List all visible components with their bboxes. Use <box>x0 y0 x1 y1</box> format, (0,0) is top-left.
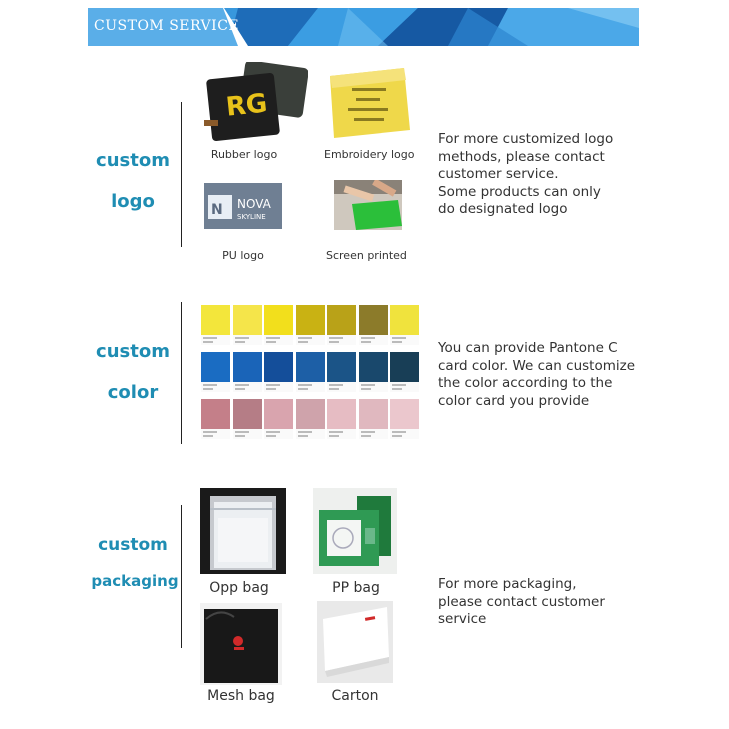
color-swatch-label <box>327 429 356 439</box>
logo-description: For more customized logo methods, please contact customer service. Some products can only do designated logo <box>438 131 614 217</box>
color-swatch-label <box>359 382 388 392</box>
color-swatch-label <box>201 335 230 345</box>
screen-printing-photo <box>334 180 402 230</box>
color-swatch-label <box>327 382 356 392</box>
color-swatch-label <box>296 429 325 439</box>
color-swatch <box>390 399 419 429</box>
color-swatch <box>264 399 293 429</box>
color-swatch-label <box>201 429 230 439</box>
packaging-divider <box>181 505 182 648</box>
color-swatch-label <box>327 335 356 345</box>
mesh-bag-photo <box>200 603 282 685</box>
color-swatch <box>359 305 388 335</box>
pu-logo-text-1: NOVA <box>237 197 271 211</box>
rubber-logo-text: RG <box>224 88 269 123</box>
pp-bag-photo <box>313 488 397 574</box>
color-swatch-label <box>359 429 388 439</box>
pu-logo-caption: PU logo <box>222 249 264 262</box>
color-swatch-label <box>390 382 419 392</box>
embroidery-logo-photo <box>324 66 412 142</box>
color-description: You can provide Pantone C card color. We can customize the color according to the color card you provide <box>438 340 636 409</box>
color-swatch <box>201 399 230 429</box>
color-swatch-label <box>233 335 262 345</box>
embroidery-logo-caption: Embroidery logo <box>324 148 415 161</box>
color-swatch <box>390 352 419 382</box>
color-swatch <box>233 399 262 429</box>
banner-title: CUSTOM SERVICE <box>94 18 240 34</box>
color-swatch <box>327 352 356 382</box>
color-swatch-label <box>390 429 419 439</box>
svg-text:N: N <box>211 202 223 218</box>
carton-caption: Carton <box>331 688 379 704</box>
color-swatch <box>327 399 356 429</box>
color-swatch <box>201 305 230 335</box>
pu-logo-photo <box>204 183 282 229</box>
color-swatch-label <box>264 429 293 439</box>
color-swatch <box>359 399 388 429</box>
color-swatch-label <box>201 382 230 392</box>
color-swatch <box>327 305 356 335</box>
rubber-logo-photo <box>204 62 308 144</box>
color-divider <box>181 302 182 444</box>
custom-logo-label-1: custom <box>96 150 170 171</box>
color-swatch-label <box>264 382 293 392</box>
custom-packaging-label-2: packaging <box>91 572 179 590</box>
color-swatch <box>264 305 293 335</box>
carton-photo <box>317 601 393 683</box>
custom-logo-label-2: logo <box>111 191 155 212</box>
color-swatch-label <box>264 335 293 345</box>
color-swatch <box>233 352 262 382</box>
custom-service-banner <box>88 8 639 46</box>
color-swatch-label <box>233 382 262 392</box>
color-swatch <box>296 399 325 429</box>
color-swatch-label <box>359 335 388 345</box>
color-swatch <box>201 352 230 382</box>
mesh-bag-caption: Mesh bag <box>207 688 275 704</box>
color-swatch-label <box>233 429 262 439</box>
screen-printed-caption: Screen printed <box>326 249 407 262</box>
color-swatch <box>296 305 325 335</box>
logo-divider <box>181 102 182 247</box>
rubber-logo-caption: Rubber logo <box>210 148 278 161</box>
color-swatch <box>264 352 293 382</box>
color-swatch <box>390 305 419 335</box>
custom-packaging-label-1: custom <box>98 535 168 555</box>
opp-bag-photo <box>200 488 286 574</box>
custom-color-label-2: color <box>107 382 159 403</box>
custom-color-label-1: custom <box>96 341 170 362</box>
color-swatch-label <box>390 335 419 345</box>
packaging-description: For more packaging, please contact customer service <box>438 576 605 627</box>
color-swatch-label <box>296 335 325 345</box>
pp-bag-caption: PP bag <box>332 580 380 596</box>
color-swatch <box>233 305 262 335</box>
pu-logo-text-2: SKYLINE <box>237 213 266 221</box>
opp-bag-caption: Opp bag <box>209 580 269 596</box>
color-swatch <box>359 352 388 382</box>
color-swatch <box>296 352 325 382</box>
color-swatch-label <box>296 382 325 392</box>
